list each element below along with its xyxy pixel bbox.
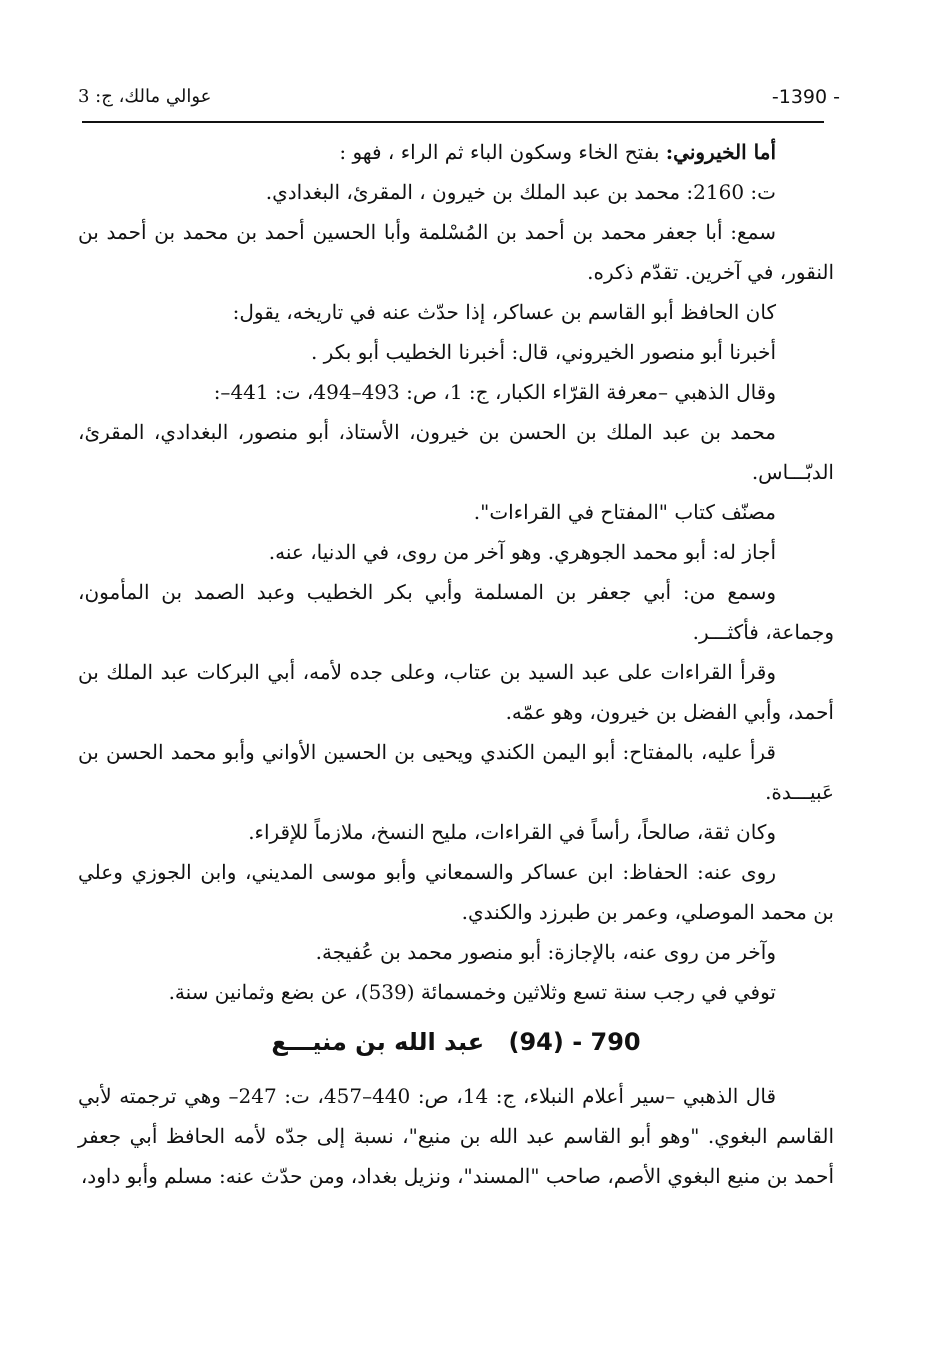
page-number: -1390 - [771,86,840,108]
paragraph: أخبرنا أبو منصور الخيروني، قال: أخبرنا الخطيب أبو بكر . [310,340,776,364]
header-rule [82,121,824,123]
entry-name: عبد الله بن منيـــع [271,1028,485,1056]
book-reference: عوالي مالك، ج: 3 [78,86,212,107]
paragraph-text: بفتح الخاء وسكون الباء ثم الراء ، فهو : [339,140,666,164]
paragraph: مصنّف كتاب "المفتاح في القراءات". [473,500,776,524]
term-label: أما الخيروني: [665,140,776,164]
running-header [78,86,840,114]
paragraph: أجاز له: أبو محمد الجوهري. وهو آخر من روى، في الدنيا، عنه. [268,540,776,564]
entry-heading [78,1022,834,1062]
paragraph: سمع: أبا جعفر محمد بن أحمد بن المُسْلمة وأبا الحسين أحمد بن محمد بن أحمد بن النقور، في آخرين. تقدّم ذكره. [78,220,834,284]
entry-number: 790 - (94) [508,1028,641,1056]
paragraph: وقال الذهبي –معرفة القرّاء الكبار، ج: 1، ص: 493–494، ت: 441–: [213,380,776,404]
paragraph: وقرأ القراءات على عبد السيد بن عتاب، وعلى جده لأمه، أبي البركات عبد الملك بن أحمد، وأبي الفضل بن خيرون، وهو عمّه. [78,660,834,724]
paragraph: وكان ثقة، صالحاً، رأساً في القراءات، مليح النسخ، ملازماً للإقراء. [248,820,776,844]
paragraph: روى عنه: الحفاظ: ابن عساكر والسمعاني وأبو موسى المديني، وابن الجوزي وعلي بن محمد الموصلي، وعمر بن طبرزد والكندي. [78,860,834,924]
paragraph: وآخر من روى عنه، بالإجازة: أبو منصور محمد بن عُفيجة. [315,940,776,964]
paragraph: قال الذهبي –سير أعلام النبلاء، ج: 14، ص: 440–457، ت: 247– وهي ترجمته لأبي القاسم البغوي. "وهو أبو القاسم عبد الله بن منيع"، نسبة إلى جدّه لأمه الحافظ أبي جعفر أحمد بن منيع البغوي الأصم، صاحب "المسند"، ونزيل بغداد، ومن حدّث عنه: مسلم وأبو داود، [78,1084,834,1188]
paragraph [78,132,834,172]
paragraph: محمد بن عبد الملك بن الحسن بن خيرون، الأستاذ، أبو منصور، البغدادي، المقرئ، الدبّـــاس. [78,420,834,484]
paragraph: قرأ عليه، بالمفتاح: أبو اليمن الكندي ويحيى بن الحسين الأواني وأبو محمد الحسن بن عَبيـــدة. [78,740,834,804]
paragraph: كان الحافظ أبو القاسم بن عساكر، إذا حدّث عنه في تاريخه، يقول: [232,300,776,324]
paragraph: توفي في رجب سنة تسع وثلاثين وخمسمائة (539)، عن بضع وثمانين سنة. [168,980,776,1004]
paragraph: وسمع من: أبي جعفر بن المسلمة وأبي بكر الخطيب وعبد الصمد بن المأمون، وجماعة، فأكثـــر. [78,580,834,644]
paragraph: ت: 2160: محمد بن عبد الملك بن خيرون ، المقرئ، البغدادي. [265,180,776,204]
body-text [78,132,834,1196]
